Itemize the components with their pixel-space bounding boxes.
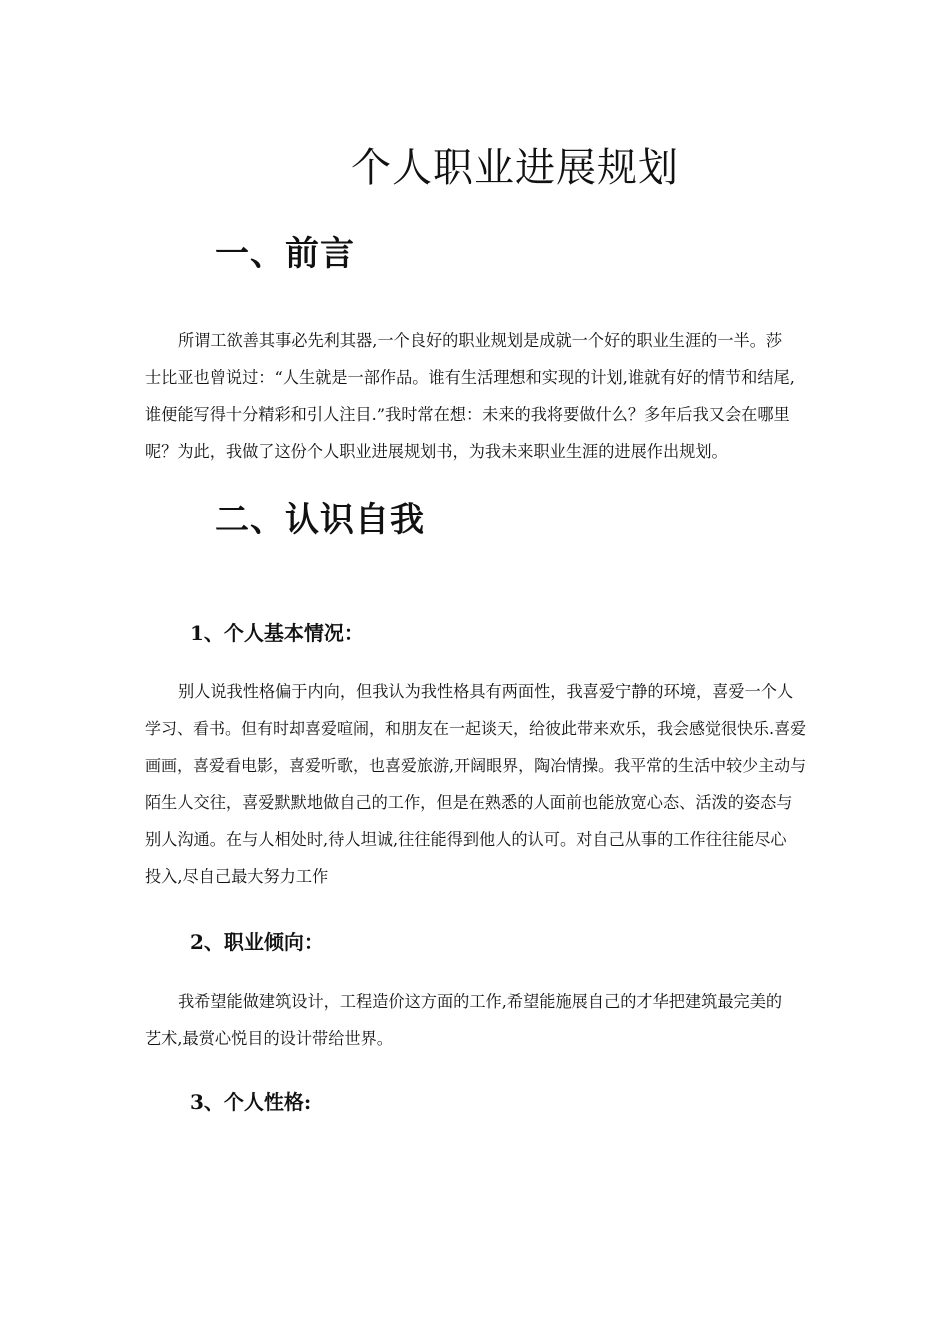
paragraph-line: 别人沟通。在与人相处时,待人坦诚,往往能得到他人的认可。对自己从事的工作往往能尽心 <box>145 830 787 849</box>
basic-info-paragraph <box>145 673 810 895</box>
preface-paragraph <box>145 322 810 470</box>
career-orientation-paragraph <box>145 983 810 1057</box>
paragraph-line: 学习、看书。但有时却喜爱喧闹，和朋友在一起谈天，给彼此带来欢乐，我会感觉很快乐.喜爱 <box>145 719 807 738</box>
subsection-heading-career-orientation: 2、职业倾向： <box>190 930 324 954</box>
subsection-heading-basic-info: 1、个人基本情况： <box>190 621 364 645</box>
section-heading-preface: 一、前言 <box>215 234 355 274</box>
paragraph-line: 别人说我性格偏于内向，但我认为我性格具有两面性，我喜爱宁静的环境，喜爱一个人 <box>178 682 794 701</box>
paragraph-line: 投入,尽自己最大努力工作 <box>145 867 329 886</box>
paragraph-line: 画画，喜爱看电影，喜爱听歌，也喜爱旅游,开阔眼界，陶冶情操。我平常的生活中较少主动与 <box>145 756 807 775</box>
paragraph-line: 谁便能写得十分精彩和引人注目.”我时常在想：未来的我将要做什么？多年后我又会在哪里 <box>145 405 790 424</box>
paragraph-line: 呢？为此，我做了这份个人职业进展规划书，为我未来职业生涯的进展作出规划。 <box>145 442 728 461</box>
subsection-heading-personality: 3、个人性格: <box>190 1090 312 1114</box>
paragraph-line: 所谓工欲善其事必先利其器,一个良好的职业规划是成就一个好的职业生涯的一半。莎 <box>178 331 783 350</box>
document-title: 个人职业进展规划 <box>351 145 679 191</box>
section-heading-self-knowledge: 二、认识自我 <box>215 500 425 540</box>
paragraph-line: 士比亚也曾说过：“人生就是一部作品。谁有生活理想和实现的计划,谁就有好的情节和结尾, <box>145 368 795 387</box>
paragraph-line: 我希望能做建筑设计，工程造价这方面的工作,希望能施展自己的才华把建筑最完美的 <box>178 992 783 1011</box>
paragraph-line: 陌生人交往，喜爱默默地做自己的工作，但是在熟悉的人面前也能放宽心态、活泼的姿态与 <box>145 793 793 812</box>
paragraph-line: 艺术,最赏心悦目的设计带给世界。 <box>145 1029 393 1048</box>
